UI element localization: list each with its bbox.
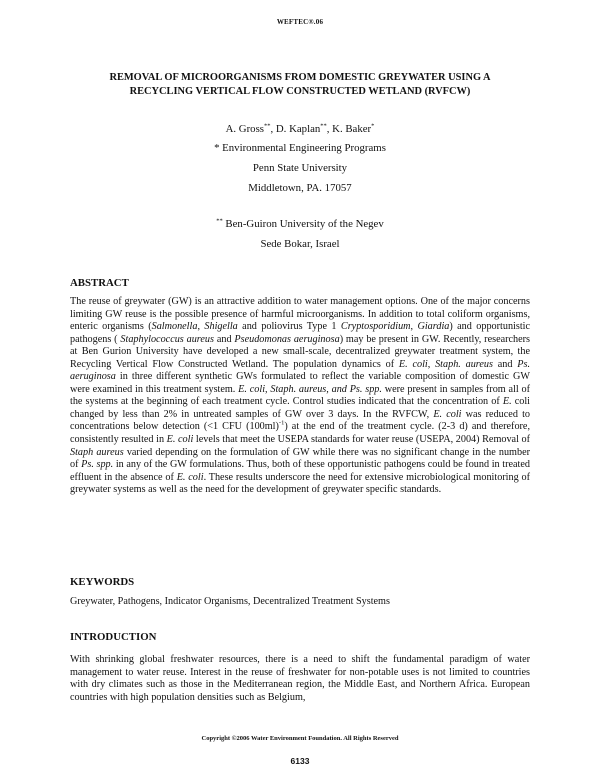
- species-name: E.: [502, 396, 512, 408]
- species-name: E. coli: [166, 434, 194, 446]
- running-header: WEFTEC®.06: [276, 18, 324, 26]
- species-name: Staph. aureus: [435, 358, 493, 370]
- introduction-body: With shrinking global freshwater resources, there is a need to shift the fundamental paradigm of water management to water reuse. Interest in the reuse of freshwater for non-potable uses is not limited to countries with dry climates such as those in the Mediterranean region, the Middle East, and Northern Africa. European countries with high population densities such as Belgium,: [70, 654, 530, 703]
- affiliation-university: Ben-Guiron University of the Negev: [222, 218, 384, 230]
- title-line-2: RECYCLING VERTICAL FLOW CONSTRUCTED WETLAND (RVFCW): [129, 86, 471, 97]
- paper-title: [40, 71, 560, 99]
- author-marker: **: [320, 122, 327, 130]
- title-line-1: REMOVAL OF MICROORGANISMS FROM DOMESTIC GREYWATER USING A: [109, 72, 491, 83]
- introduction-heading: INTRODUCTION: [70, 631, 157, 643]
- affiliation-dept: Environmental Engineering Programs: [219, 142, 386, 154]
- exponent: -1: [278, 420, 285, 428]
- affiliation-1-city: Middletown, PA. 17057: [248, 182, 352, 194]
- species-name: Giardia: [417, 321, 450, 333]
- species-name: Staph aureus: [70, 446, 124, 458]
- page-number: 6133: [290, 756, 310, 766]
- author-marker: **: [263, 122, 271, 130]
- author-name: , D. Kaplan: [270, 123, 321, 135]
- affiliation-1-university: Penn State University: [252, 162, 348, 174]
- abstract-heading: ABSTRACT: [70, 277, 129, 289]
- species-name: Pseudomonas aeruginosa: [234, 333, 340, 345]
- affiliation-1-dept: [0, 142, 600, 154]
- author-name: A. Gross: [225, 123, 264, 135]
- copyright-footer: Copyright ©2006 Water Environment Foundation. All Rights Reserved: [201, 735, 399, 742]
- author-marker: *: [371, 122, 375, 130]
- species-name: E. coli: [433, 408, 462, 420]
- author-name: , K. Baker: [326, 123, 372, 135]
- species-name: E. coli: [176, 471, 204, 483]
- species-name: Shigella: [204, 321, 238, 333]
- affiliation-2-university: [0, 218, 600, 230]
- species-name: E. coli: [398, 358, 428, 370]
- keywords-text: Greywater, Pathogens, Indicator Organisms, Decentralized Treatment Systems: [70, 596, 390, 607]
- abstract-body: The reuse of greywater (GW) is an attractive addition to water management options. One of the major concerns limiting GW reuse is the possible presence of harmful microorganisms. In addition to total coliform organisms, enteric organisms (Salmonella, Shigella and poliovirus Type 1 Cryptosporidium, Giardia) and opportunistic pathogens ( Staphylococcus aureus and Pseudomonas aeruginosa) may be present in GW. Recently, researchers at Ben Gurion University have developed a new small-scale, decentralized greywater treatment system, the Recycling Vertical Flow Constructed Wetland. The population dynamics of E. coli, Staph. aureus and Ps. aeruginosa in three different synthetic GWs formulated to reflect the variable composition of domestic GW were examined in this treatment system. E. coli, Staph. aureus, and Ps. spp. were present in samples from all of the systems at the beginning of each treatment cycle. Control studies indicated that the concentration of E. coli changed by less than 2% in untreated samples of GW over 3 days. In the RVFCW, E. coli was reduced to concentrations below detection (<1 CFU $(100ml)^{-1}$) at the end of the treatment cycle. (2-3 d) and therefore, consistently resulted in E. coli levels that meet the USEPA standards for water reuse (USEPA, 2004) Removal of Staph aureus varied depending on the formulation of GW while there was no significant change in the number of Ps. spp. in any of the GW formulations. Thus, both of these opportunistic pathogens could be found in treated effluent in the absence of E. coli. These results underscore the need for extensive microbiological monitoring of greywater systems as well as the need for the development of greywater specific standards.: [70, 296, 531, 496]
- keywords-heading: KEYWORDS: [70, 576, 135, 588]
- species-list: E. coli, Staph. aureus, and Ps. spp.: [238, 383, 382, 395]
- species-name: Staphylococcus aureus: [120, 333, 214, 345]
- species-name: Ps. aeruginosa: [70, 358, 531, 383]
- affiliation-marker: **: [216, 217, 223, 225]
- affiliation-2-city: Sede Bokar, Israel: [260, 238, 340, 250]
- species-name: Salmonella: [151, 321, 198, 333]
- affiliation-marker: *: [214, 142, 220, 154]
- author-list: [0, 123, 600, 135]
- species-name: Ps. spp.: [81, 459, 114, 471]
- species-name: Cryptosporidium: [340, 321, 411, 333]
